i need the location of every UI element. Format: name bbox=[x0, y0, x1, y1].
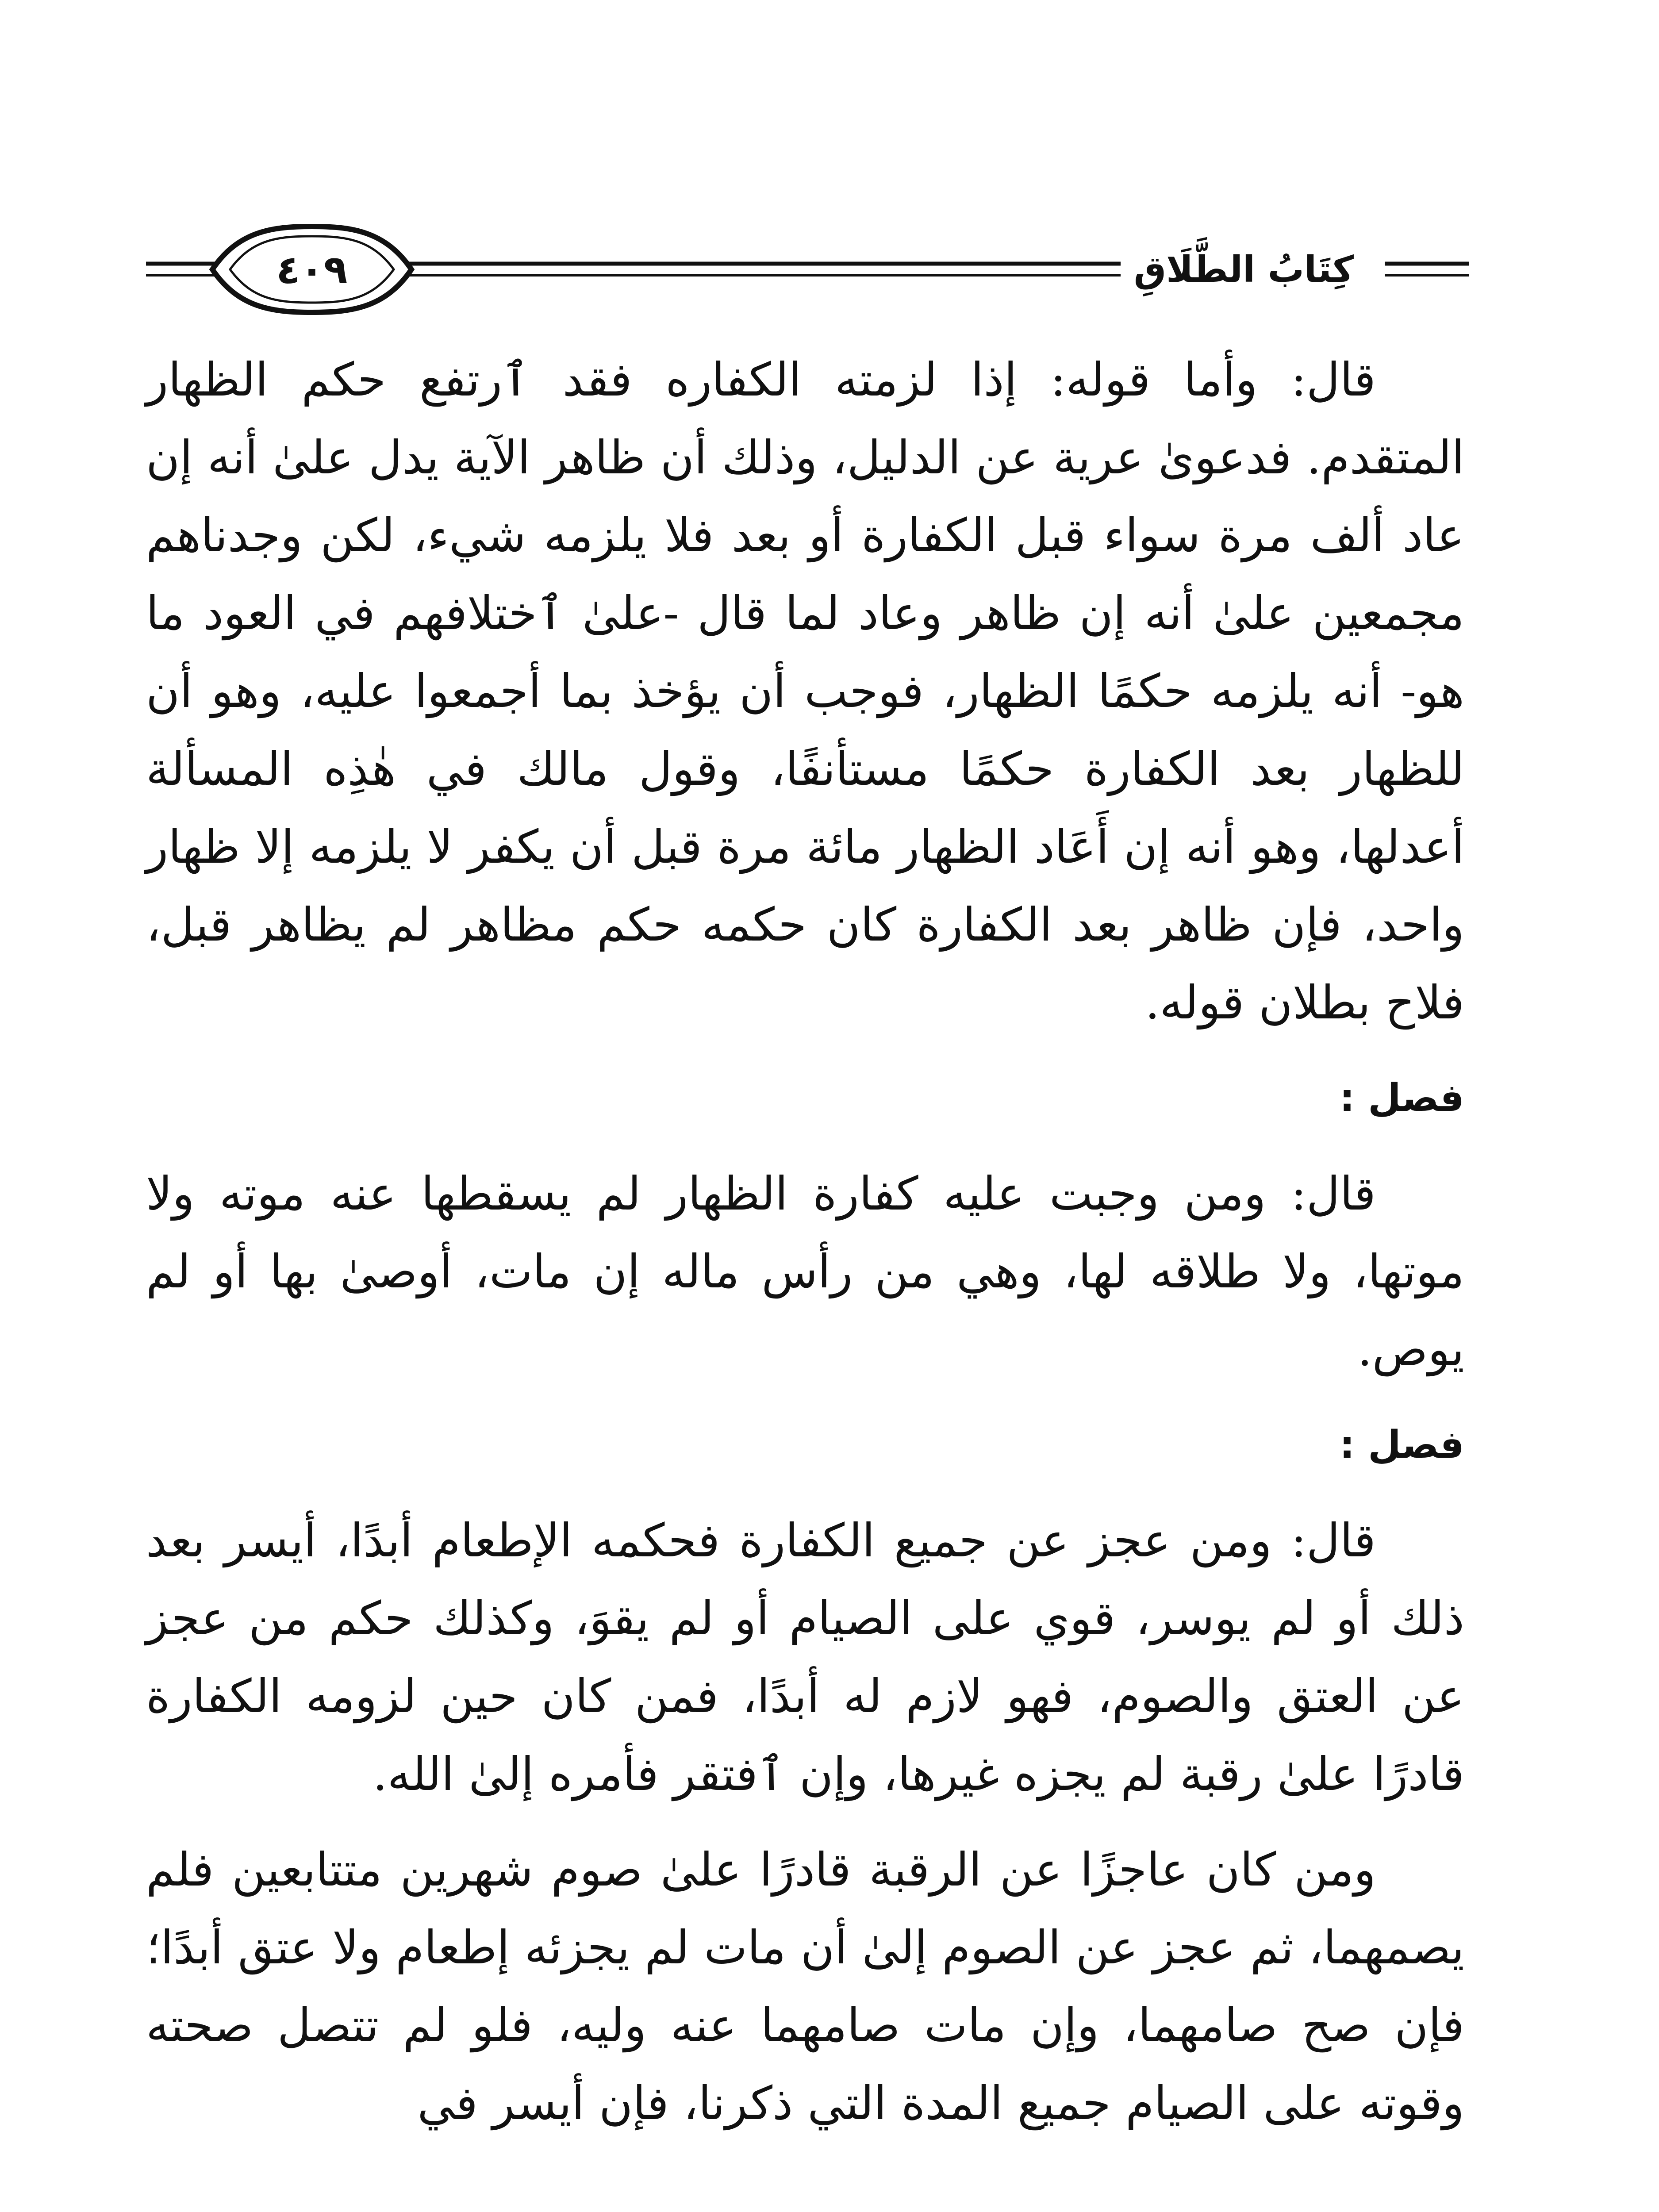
running-title: كِتَابُ الطَّلَاقِ bbox=[1121, 234, 1367, 305]
paragraph: قال: ومن وجبت عليه كفارة الظهار لم يسقطها عنه موته ولا موتها، ولا طلاقه لها، وهي من رأس ماله إن مات، أوصىٰ بها أو لم يوص. bbox=[146, 1167, 1464, 1376]
section-heading: فصل : bbox=[1339, 1076, 1464, 1120]
section-heading: فصل : bbox=[1339, 1423, 1464, 1467]
running-header bbox=[146, 221, 1469, 327]
paragraph: قال: وأما قوله: إذا لزمته الكفاره فقد ٱرتفع حكم الظهار المتقدم. فدعوىٰ عرية عن الدليل، وذلك أن ظاهر الآية يدل علىٰ أنه إن عاد ألف مرة سواء قبل الكفارة أو بعد فلا يلزمه شيء، لكن وجدناهم مجمعين علىٰ أنه إن ظاهر وعاد لما قال -علىٰ ٱختلافهم في العود ما هو- أنه يلزمه حكمًا الظهار، فوجب أن يؤخذ بما أجمعوا عليه، وهو أن للظهار بعد الكفارة حكمًا مستأنفًا، وقول مالك في هٰذِه المسألة أعدلها، وهو أنه إن أَعَاد الظهار مائة مرة قبل أن يكفر لا يلزمه إلا ظهار واحد، فإن ظاهر بعد الكفارة كان حكمه حكم مظاهر لم يظاهر قبل، فلاح بطلان قوله. bbox=[146, 353, 1465, 1029]
page-number: ٤٠٩ bbox=[276, 247, 348, 292]
main-text bbox=[146, 341, 1464, 2142]
paragraph: قال: ومن عجز عن جميع الكفارة فحكمه الإطعام أبدًا، أيسر بعد ذلك أو لم يوسر، قوي على الصيام أو لم يقوَ، وكذلك حكم من عجز عن العتق والصوم، فهو لازم له أبدًا، فمن كان حين لزومه الكفارة قادرًا علىٰ رقبة لم يجزه غيرها، وإن ٱفتقر فأمره إلىٰ الله. bbox=[146, 1513, 1464, 1801]
paragraph: ومن كان عاجزًا عن الرقبة قادرًا علىٰ صوم شهرين متتابعين فلم يصمهما، ثم عجز عن الصوم إلىٰ أن مات لم يجزئه إطعام ولا عتق أبدًا؛ فإن صح صامهما، وإن مات صامهما عنه وليه، فلو لم تتصل صحته وقوته على الصيام جميع المدة التي ذكرنا، فإن أيسر في bbox=[146, 1843, 1464, 2130]
